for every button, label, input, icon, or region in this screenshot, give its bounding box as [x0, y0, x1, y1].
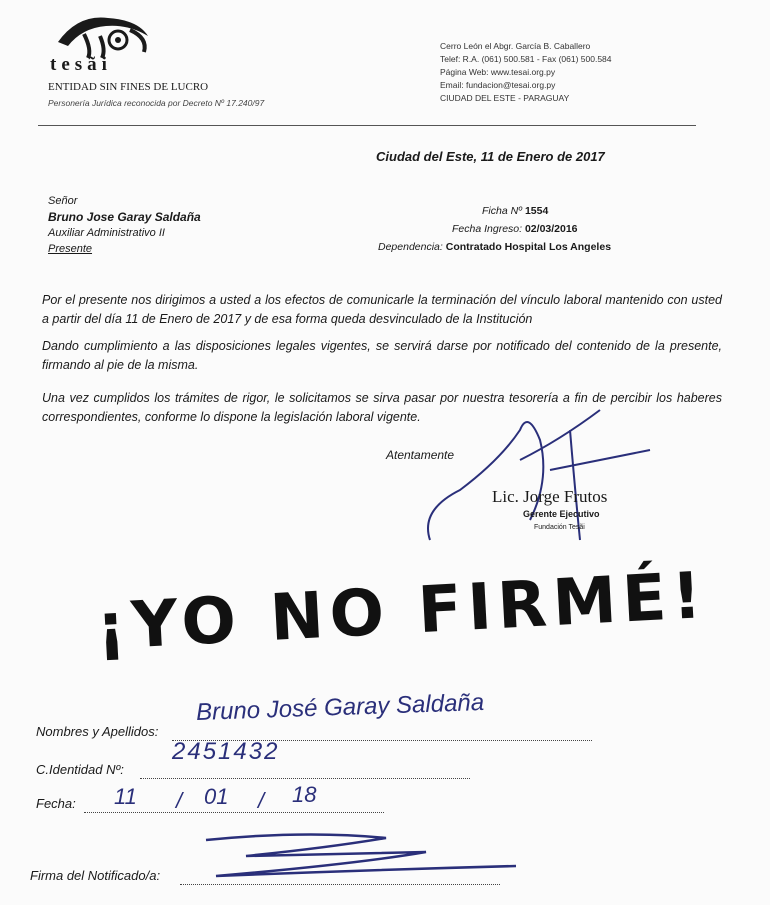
- logo-subtitle: ENTIDAD SIN FINES DE LUCRO: [48, 81, 209, 93]
- date-sep-1: /: [176, 788, 183, 813]
- contact-web: Página Web: www.tesai.org.py: [440, 67, 556, 77]
- header-divider: [38, 125, 696, 126]
- contact-email: Email: fundacion@tesai.org.py: [440, 80, 556, 90]
- tesai-logo-icon: [48, 12, 158, 60]
- date-label: Fecha:: [36, 796, 76, 811]
- reference-block: [370, 202, 670, 256]
- legal-line: Personería Jurídica reconocida por Decreto Nº 17.240/97: [48, 98, 265, 108]
- id-line: [140, 778, 470, 779]
- paragraph-2: Dando cumplimiento a las disposiciones legales vigentes, se servirá darse por notificado del contenido de la presente, firmando al pie de la misma.: [42, 339, 722, 372]
- dependencia-row: [370, 238, 670, 256]
- id-label: C.Identidad Nº:: [36, 762, 124, 777]
- letter-date: Ciudad del Este, 11 de Enero de 2017: [376, 149, 605, 164]
- ficha-value: 1554: [524, 205, 549, 217]
- id-value: 2451432: [172, 738, 280, 765]
- signer-role: Gerente Ejecutivo: [523, 509, 600, 519]
- signature-label: Firma del Notificado/a:: [30, 868, 161, 883]
- closing: Atentamente: [386, 448, 455, 462]
- ficha-row: [370, 202, 670, 220]
- date-line: [84, 812, 384, 813]
- addressee-block: [48, 193, 201, 257]
- recipient-present: Presente: [48, 243, 93, 255]
- ingreso-row: [370, 220, 670, 238]
- date-day: 11: [114, 784, 137, 809]
- dependencia-value: Contratado Hospital Los Angeles: [445, 241, 612, 253]
- contact-city: CIUDAD DEL ESTE - PARAGUAY: [440, 93, 570, 103]
- date-sep-2: /: [258, 788, 265, 813]
- contact-address: Cerro León el Abgr. García B. Caballero: [440, 41, 591, 51]
- logo: [48, 12, 168, 74]
- date-year: 18: [292, 782, 317, 807]
- notified-signature-icon: [186, 826, 526, 886]
- paragraph-3: Una vez cumplidos los trámites de rigor, le solicitamos se sirva pasar por nuestra tesorería a fin de percibir los haberes correspondientes, conforme lo dispone la legislación laboral vigente.: [42, 391, 722, 424]
- paragraph-1: Por el presente nos dirigimos a usted a los efectos de comunicarle la terminación del vínculo laboral mantenido con usted a partir del día 11 de Enero de 2017 y de esa forma queda desvinculado de la Institución: [42, 293, 722, 326]
- signature-line: [180, 884, 500, 885]
- name-value: Bruno José Garay Saldaña: [195, 688, 485, 727]
- signer-org: Fundación Tesãi: [534, 524, 585, 531]
- ingreso-label: Fecha Ingreso:: [452, 223, 523, 235]
- logo-name: tesãi: [50, 54, 112, 75]
- recipient-title: Auxiliar Administrativo II: [48, 227, 165, 239]
- date-month: 01: [204, 784, 229, 809]
- signer-name: Lic. Jorge Frutos: [492, 487, 608, 506]
- ingreso-value: 02/03/2016: [524, 223, 578, 235]
- dependencia-label: Dependencia:: [378, 241, 443, 253]
- salutation: Señor: [48, 195, 78, 207]
- signer-signature-icon: [400, 400, 660, 550]
- contact-phone: Telef: R.A. (061) 500.581 - Fax (061) 500.584: [440, 54, 612, 64]
- handwritten-headline: ¡YO NO FIRMÉ!: [94, 559, 710, 665]
- name-label: Nombres y Apellidos:: [36, 724, 159, 739]
- recipient-name: Bruno Jose Garay Saldaña: [48, 210, 201, 224]
- ficha-label: Ficha Nº: [482, 205, 523, 217]
- contact-block: [440, 40, 612, 105]
